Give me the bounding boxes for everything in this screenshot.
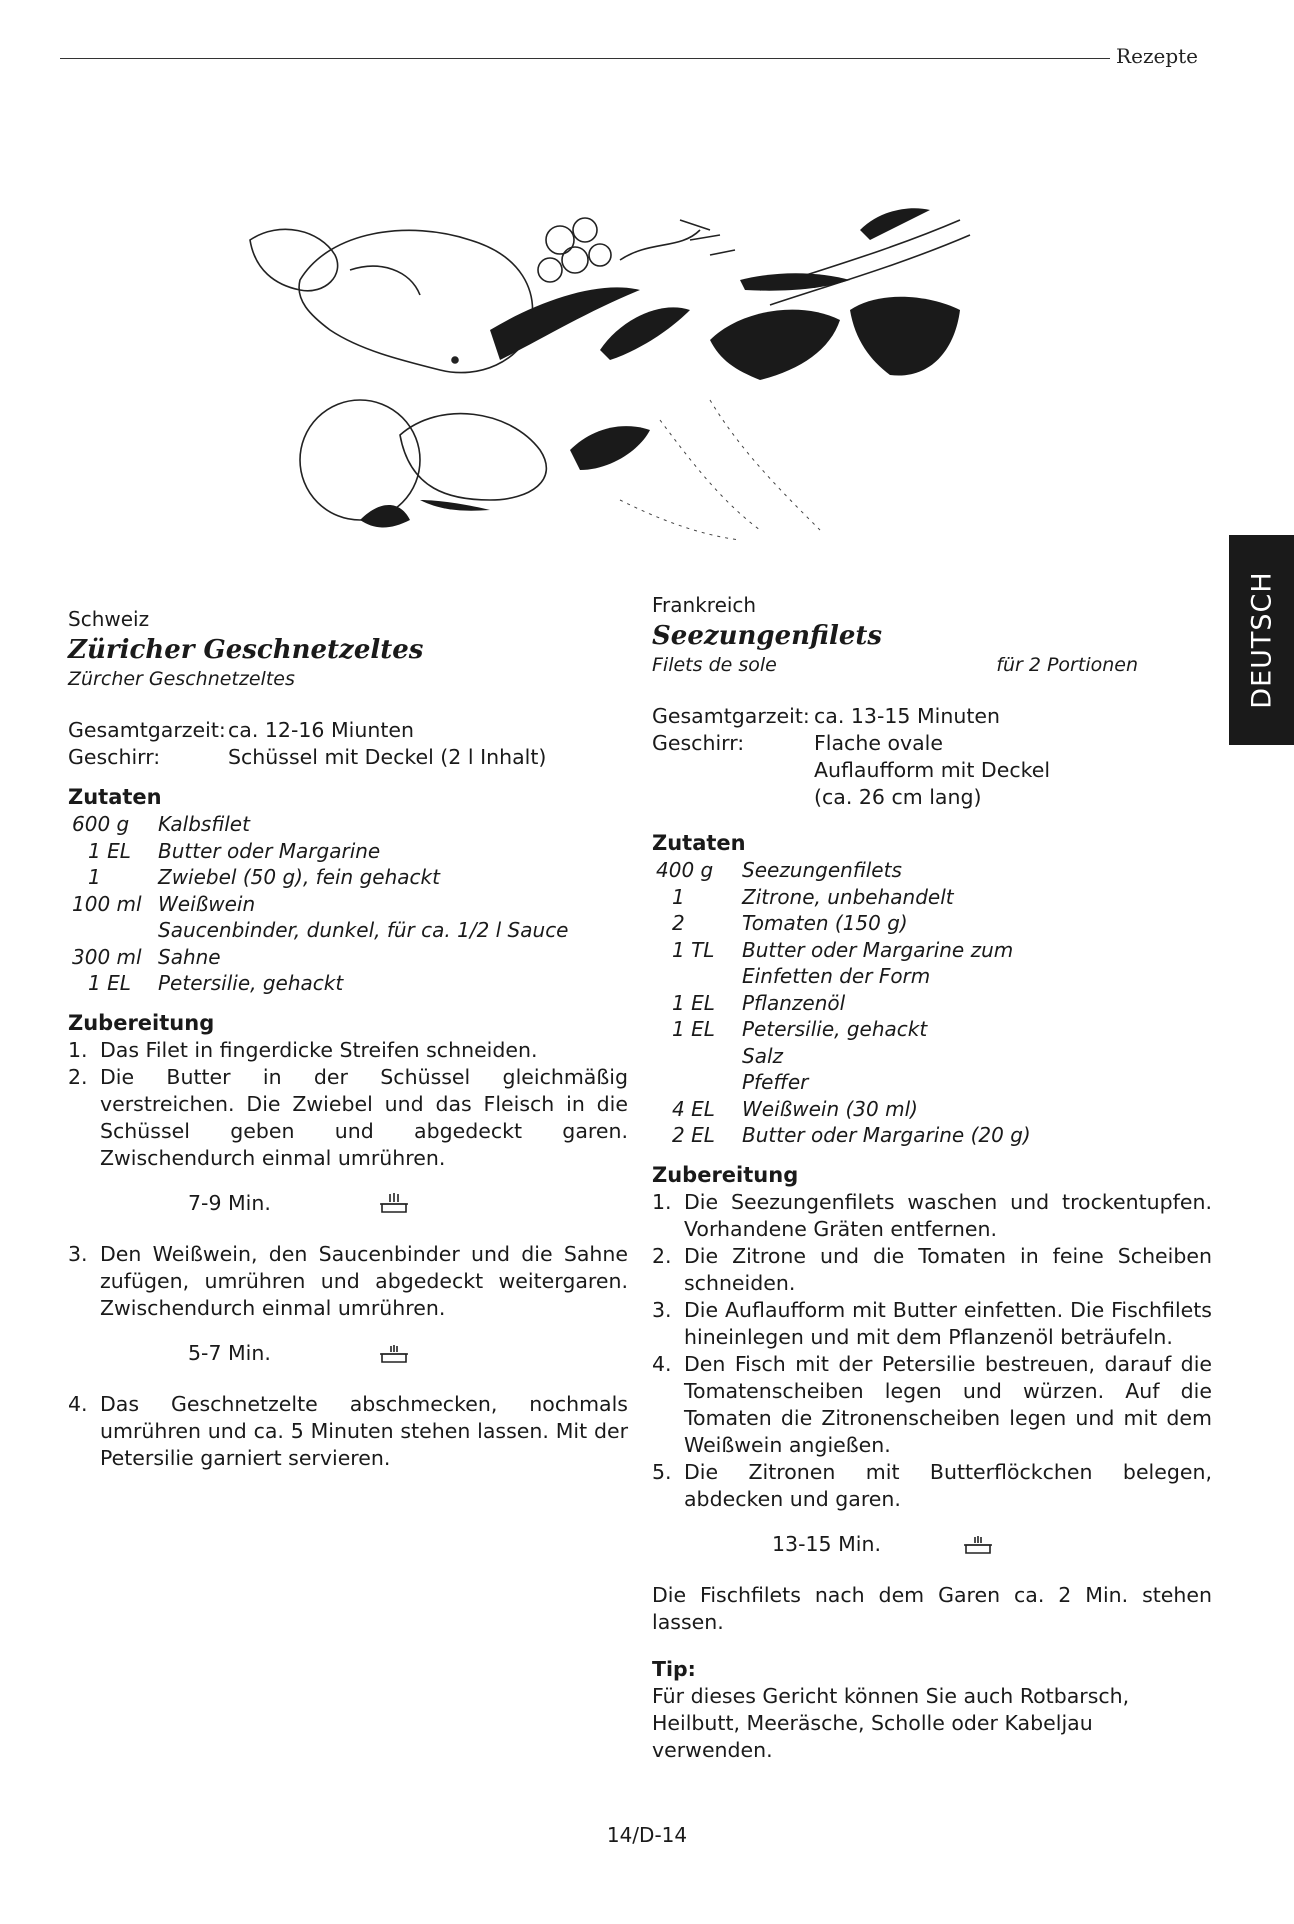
- cook-time: 13-15 Min.: [772, 1531, 881, 1556]
- ingredient-row: [652, 1096, 1212, 1123]
- ingredient-row: [652, 1016, 1212, 1043]
- recipe-subtitle-row: [652, 653, 1212, 677]
- step-number: 4.: [652, 1351, 672, 1376]
- ingredient-row: [68, 917, 628, 944]
- meta-row: [652, 757, 1212, 784]
- meta-value: Flache ovale: [814, 731, 943, 755]
- ingredient-row: [652, 990, 1212, 1017]
- right-recipe: [652, 592, 1212, 1764]
- ingredients-heading: Zutaten: [68, 785, 162, 809]
- step-text: Den Fisch mit der Petersilie bestreuen, darauf die Tomatenscheiben legen und würzen. Auf die Tomaten die Zitronenscheiben legen und mit dem Weißwein angießen.: [684, 1351, 1212, 1457]
- ingredient-name: Pflanzenöl: [742, 990, 846, 1015]
- recipe-subtitle: Filets de sole: [652, 654, 777, 676]
- ingredient-name: Zitrone, unbehandelt: [742, 884, 954, 909]
- meta-row: [652, 703, 1212, 730]
- meta-key: Gesamtgarzeit:: [652, 704, 810, 728]
- ingredient-qty: 1 EL: [88, 971, 131, 995]
- meta-value: Schüssel mit Deckel (2 l Inhalt): [228, 745, 547, 769]
- ingredient-row: [652, 910, 1212, 937]
- recipe-country: Frankreich: [652, 593, 757, 617]
- ingredients-heading: Zutaten: [652, 831, 746, 855]
- ingredient-list: [68, 811, 628, 997]
- recipe-subtitle: Zürcher Geschnetzeltes: [68, 668, 295, 690]
- ingredient-qty: [68, 917, 158, 944]
- cook-time: 7-9 Min.: [188, 1190, 271, 1215]
- ingredient-list: [652, 857, 1212, 1149]
- ingredient-name: Kalbsfilet: [158, 812, 250, 836]
- cook-time: 5-7 Min.: [188, 1340, 271, 1365]
- meta-key: Geschirr:: [68, 745, 161, 769]
- ingredient-qty: 300 ml: [72, 944, 142, 969]
- meta-key: [652, 784, 814, 811]
- ingredient-name: Pfeffer: [742, 1070, 809, 1094]
- step-item: [68, 1064, 628, 1172]
- language-tab-label: DEUTSCH: [1246, 571, 1277, 709]
- step-number: 3.: [652, 1297, 672, 1322]
- meta-row: [68, 744, 628, 771]
- step-item: [68, 1391, 628, 1472]
- step-text: Den Weißwein, den Saucenbinder und die Sahne zufügen, umrühren und abgedeckt weitergaren. Zwischendurch einmal umrühren.: [100, 1241, 628, 1320]
- meta-key: Geschirr:: [652, 731, 745, 755]
- ingredient-qty: [652, 1069, 742, 1096]
- tip-text: Für dieses Gericht können Sie auch Rotbarsch, Heilbutt, Meeräsche, Scholle oder Kabeljau verwenden.: [652, 1683, 1130, 1762]
- section-label: Rezepte: [1110, 44, 1198, 68]
- ingredient-qty: 1 EL: [88, 838, 131, 863]
- food-illustration-icon: [240, 200, 1000, 560]
- recipe-country: Schweiz: [68, 607, 150, 631]
- ingredient-row: [652, 857, 1212, 884]
- ingredient-name: Salz: [742, 1043, 784, 1068]
- step-number: 2.: [652, 1243, 672, 1268]
- ingredient-name: Seezungenfilets: [742, 858, 902, 882]
- meta-value: Auflaufform mit Deckel: [814, 758, 1051, 782]
- ingredient-row: [68, 811, 628, 838]
- cook-time-row: [772, 1531, 1212, 1558]
- ingredient-name: Butter oder Margarine: [158, 838, 381, 863]
- ingredient-name: Sahne: [158, 944, 221, 969]
- ingredient-qty: 2: [672, 911, 685, 935]
- meta-key: Gesamtgarzeit:: [68, 718, 226, 742]
- ingredient-row: [68, 944, 628, 971]
- ingredient-qty: 1 EL: [672, 990, 715, 1015]
- meta-row: [652, 784, 1212, 811]
- ingredient-row: [68, 891, 628, 918]
- cook-time-row: [188, 1340, 628, 1367]
- step-item: [652, 1459, 1212, 1513]
- microwave-power-icon: [378, 1340, 410, 1366]
- meta-row: [652, 730, 1212, 757]
- step-number: 4.: [68, 1391, 88, 1416]
- meta-row: [68, 717, 628, 744]
- recipe-title: Züricher Geschnetzeltes: [68, 635, 424, 665]
- ingredient-row: [652, 963, 1212, 990]
- step-text: Die Seezungenfilets waschen und trockentupfen. Vorhandene Gräten entfernen.: [684, 1189, 1212, 1241]
- ingredient-qty: [652, 1043, 742, 1070]
- step-text: Die Zitronen mit Butterflöckchen belegen, abdecken und garen.: [684, 1459, 1212, 1511]
- step-list: [652, 1189, 1212, 1558]
- cook-time-row: [188, 1190, 628, 1217]
- step-number: 2.: [68, 1064, 88, 1089]
- ingredient-qty: 1: [88, 865, 101, 889]
- step-text: Das Filet in fingerdicke Streifen schneiden.: [100, 1037, 538, 1062]
- ingredient-row: [652, 1043, 1212, 1070]
- ingredient-name: Zwiebel (50 g), fein gehackt: [158, 865, 440, 889]
- ingredient-name: Weißwein (30 ml): [742, 1096, 918, 1121]
- ingredient-qty: 1 TL: [672, 937, 715, 962]
- ingredient-row: [652, 937, 1212, 964]
- ingredient-qty: 100 ml: [72, 891, 142, 916]
- after-cooking-note: Die Fischfilets nach dem Garen ca. 2 Min. stehen lassen.: [652, 1582, 1212, 1634]
- step-number: 3.: [68, 1241, 88, 1266]
- ingredient-name: Butter oder Margarine (20 g): [742, 1123, 1031, 1147]
- tip-heading: Tip:: [652, 1656, 696, 1681]
- step-text: Die Butter in der Schüssel gleichmäßig verstreichen. Die Zwiebel und das Fleisch in die Schüssel geben und abgedeckt garen. Zwischendurch einmal umrühren.: [100, 1064, 628, 1170]
- ingredient-name: Petersilie, gehackt: [742, 1017, 928, 1041]
- ingredient-qty: 2 EL: [672, 1123, 715, 1147]
- ingredient-qty: 600 g: [72, 812, 130, 836]
- microwave-power-icon: [962, 1531, 994, 1557]
- step-item: [652, 1189, 1212, 1243]
- microwave-power-icon: [378, 1190, 410, 1216]
- ingredient-qty: 400 g: [656, 858, 714, 882]
- ingredient-name: Tomaten (150 g): [742, 911, 908, 935]
- left-recipe: [68, 606, 628, 1472]
- ingredient-name: Petersilie, gehackt: [158, 971, 344, 995]
- ingredient-qty: [652, 963, 742, 990]
- meta-value: ca. 12-16 Miunten: [228, 718, 414, 742]
- step-text: Die Auflaufform mit Butter einfetten. Die Fischfilets hineinlegen und mit dem Pflanzenöl beträufeln.: [684, 1297, 1212, 1349]
- ingredient-row: [652, 1069, 1212, 1096]
- prep-heading: Zubereitung: [652, 1162, 799, 1187]
- step-item: [68, 1241, 628, 1322]
- step-number: 1.: [652, 1189, 672, 1214]
- language-tab: [1229, 535, 1294, 745]
- meta-value: ca. 13-15 Minuten: [814, 704, 1000, 728]
- step-item: [68, 1037, 628, 1064]
- ingredient-qty: 1: [672, 884, 685, 909]
- meta-key: [652, 757, 814, 784]
- header-rule: [60, 58, 1120, 59]
- ingredient-row: [68, 970, 628, 997]
- ingredient-row: [68, 838, 628, 865]
- ingredient-name: Weißwein: [158, 891, 256, 916]
- step-list: [68, 1037, 628, 1472]
- meta-value: (ca. 26 cm lang): [814, 785, 982, 809]
- prep-heading: Zubereitung: [68, 1010, 215, 1035]
- step-number: 5.: [652, 1459, 672, 1484]
- ingredient-row: [68, 864, 628, 891]
- recipe-portions: für 2 Portionen: [996, 654, 1138, 676]
- ingredient-name: Butter oder Margarine zum: [742, 937, 1014, 962]
- page-number: 14/D-14: [606, 1823, 688, 1847]
- step-text: Die Zitrone und die Tomaten in feine Scheiben schneiden.: [684, 1243, 1212, 1295]
- ingredient-name: Einfetten der Form: [742, 964, 931, 988]
- step-item: [652, 1243, 1212, 1297]
- step-number: 1.: [68, 1037, 88, 1062]
- recipe-title: Seezungenfilets: [652, 621, 883, 651]
- recipe-meta: [652, 703, 1212, 811]
- ingredient-row: [652, 884, 1212, 911]
- ingredient-qty: 4 EL: [672, 1096, 715, 1121]
- recipe-meta: [68, 717, 628, 771]
- ingredient-name: Saucenbinder, dunkel, für ca. 1/2 l Sauce: [158, 918, 569, 942]
- ingredient-qty: 1 EL: [672, 1017, 715, 1041]
- step-item: [652, 1351, 1212, 1459]
- step-text: Das Geschnetzelte abschmecken, nochmals umrühren und ca. 5 Minuten stehen lassen. Mit der Petersilie garniert servieren.: [100, 1391, 628, 1470]
- step-item: [652, 1297, 1212, 1351]
- ingredient-row: [652, 1122, 1212, 1149]
